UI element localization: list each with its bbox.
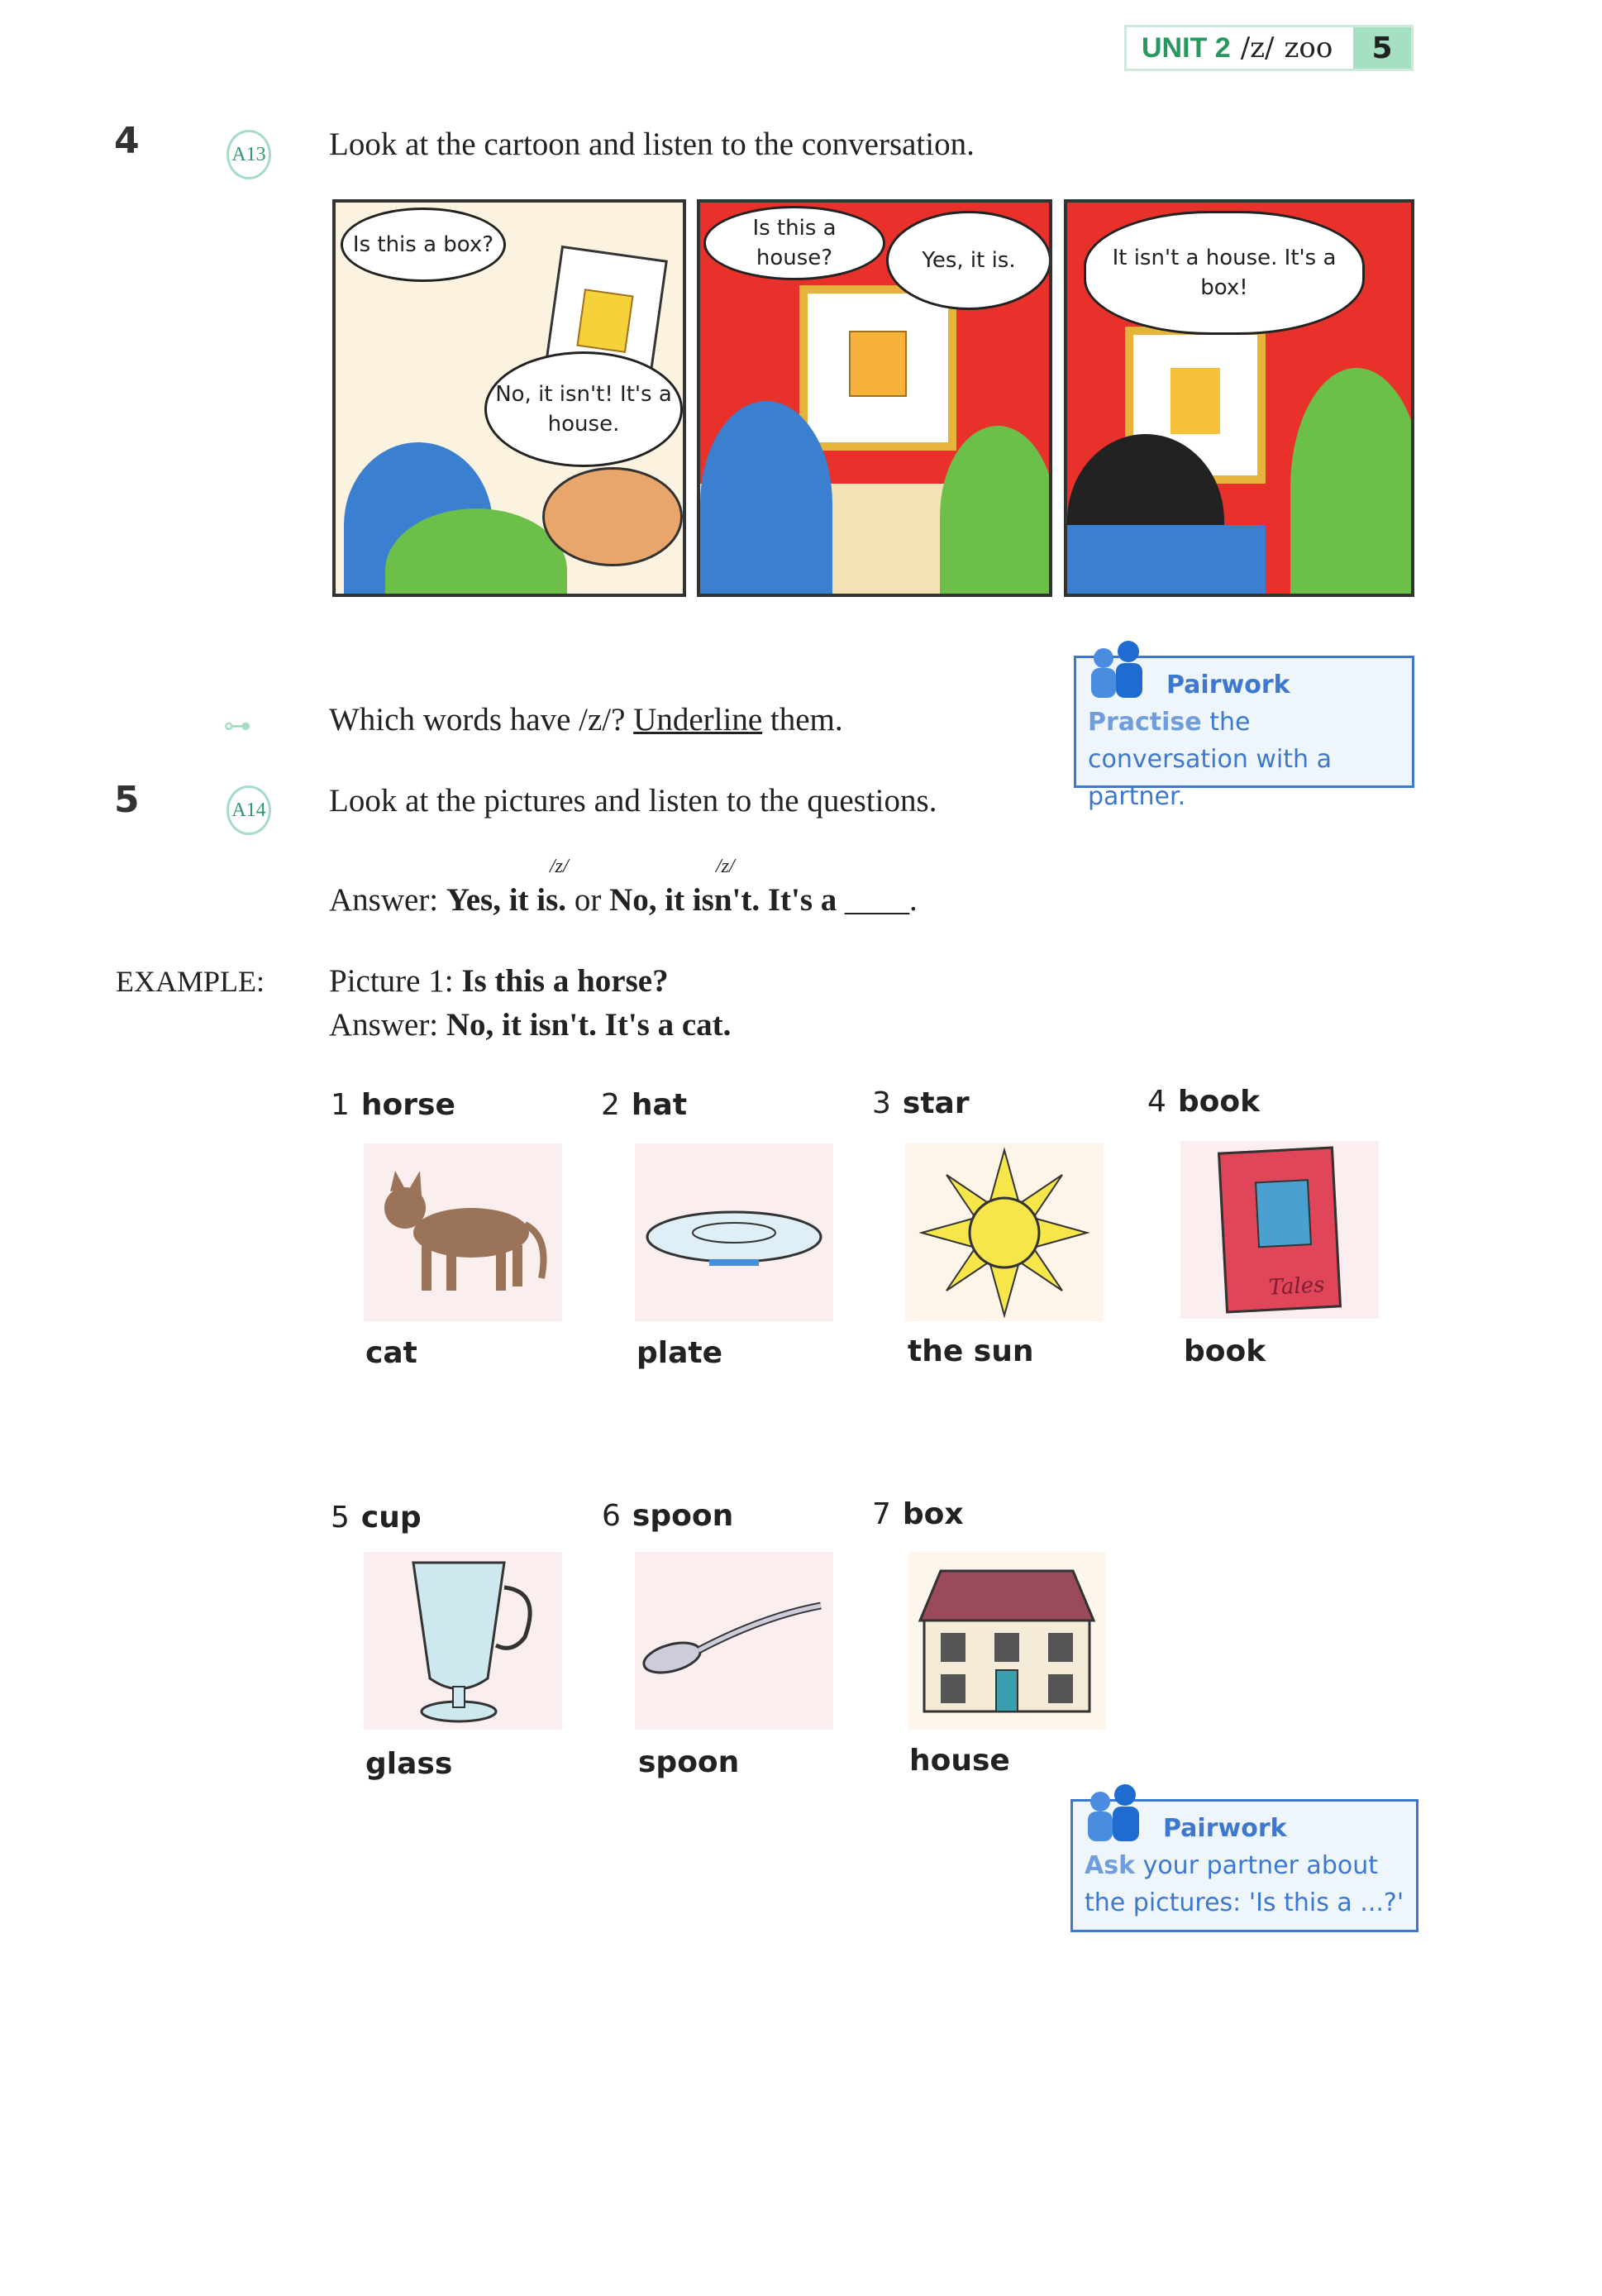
pairwork-title: Pairwork [1163,1814,1287,1843]
item-answer: plate [637,1336,723,1370]
instruction: Look at the cartoon and listen to the conversation. [329,126,975,162]
comic-panel-3 [1064,199,1414,597]
item-answer: house [909,1744,1010,1778]
unit-header [1124,25,1414,71]
pairwork-people-icon [1083,640,1149,698]
book-icon: Tales [1180,1141,1379,1319]
thought-bubble: It isn't a house. It's a box! [1084,211,1365,335]
item-answer: book [1184,1334,1266,1368]
cat-icon [364,1143,562,1321]
item-label: 1 horse [331,1088,455,1122]
pairwork-title: Pairwork [1166,671,1290,699]
comic-panel-1 [332,199,686,597]
example-question: Picture 1: Is this a horse? [329,963,669,999]
example-label: EXAMPLE: [116,965,265,998]
underline-task: Which words have /z/? Underline them. [329,702,843,737]
item-label: 5 cup [331,1501,422,1535]
speech-bubble: No, it isn't! It's a house. [484,351,683,467]
unit-label: UNIT 2 [1142,31,1231,64]
item-label: 6 spoon [602,1499,734,1533]
item-answer: spoon [638,1745,740,1779]
page-number: 5 [1353,27,1411,69]
phonetic-mark: /z/ [550,856,569,877]
pairwork-box: Pairwork Practise the conversation with a partner. [1074,656,1414,788]
item-label: 4 book [1147,1085,1261,1119]
unit-word: zoo [1284,31,1333,64]
speech-bubble: Is this a house? [703,206,885,280]
audio-track-icon[interactable]: A14 [226,785,271,835]
speech-bubble: Yes, it is. [886,211,1051,310]
plate-icon [635,1143,833,1321]
item-answer: the sun [908,1334,1034,1368]
item-label: 2 hat [601,1088,688,1122]
pairwork-people-icon [1080,1783,1146,1841]
spoon-icon [635,1552,833,1730]
exercise-number: 5 [114,779,140,821]
comic-panel-2 [697,199,1052,597]
glass-icon [364,1552,562,1730]
phoneme: /z/ [1240,31,1275,64]
item-answer: glass [365,1747,453,1781]
key-icon: ⊶ [223,709,251,742]
exercise-number: 4 [114,120,140,162]
example-answer: Answer: No, it isn't. It's a cat. [329,1007,732,1043]
instruction: Look at the pictures and listen to the questions. [329,783,937,819]
pairwork-box: Pairwork Ask your partner about the pictures: 'Is this a ...?' [1070,1799,1418,1932]
item-label: 7 box [872,1497,964,1531]
sun-icon [905,1143,1104,1321]
audio-track-icon[interactable]: A13 [226,130,271,179]
item-answer: cat [365,1336,417,1370]
speech-bubble: Is this a box? [341,208,506,282]
item-label: 3 star [872,1086,970,1120]
answer-pattern: Answer: Yes, it is. or No, it isn't. It's a ____. [329,882,918,918]
house-icon [908,1552,1106,1730]
phonetic-mark: /z/ [716,856,735,877]
